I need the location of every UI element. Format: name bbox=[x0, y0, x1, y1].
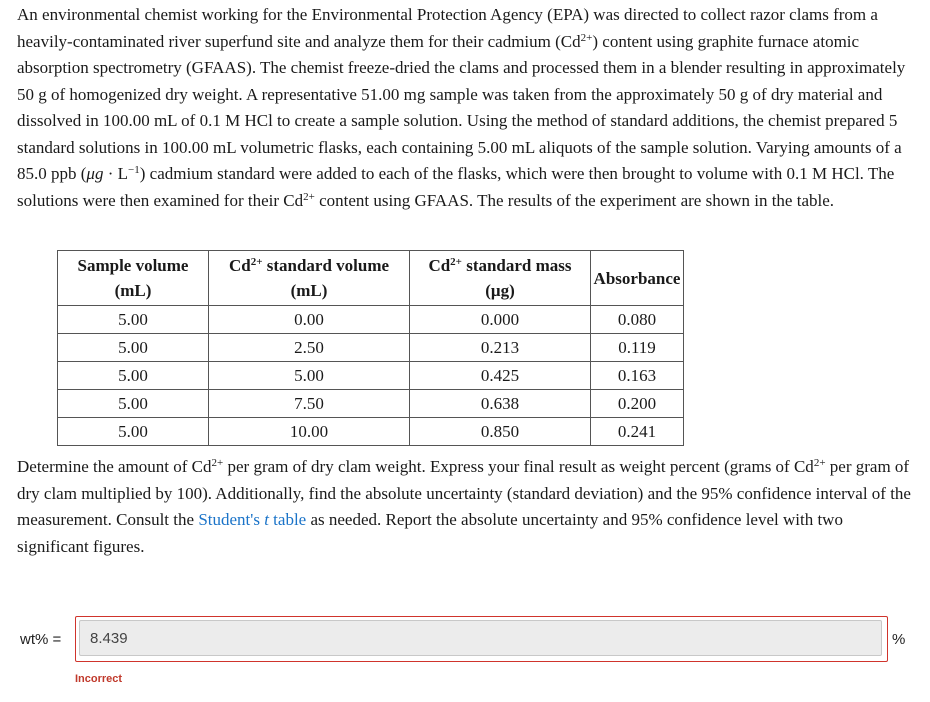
table-cell: 0.213 bbox=[410, 334, 591, 362]
table-cell: 0.000 bbox=[410, 306, 591, 334]
question-text-2: per gram of dry clam weight. Express your final result as weight percent (grams of Cd bbox=[223, 457, 814, 476]
cd-charge: 2+ bbox=[303, 190, 315, 203]
table-row bbox=[58, 334, 684, 362]
results-table bbox=[57, 250, 684, 446]
table-cell: 0.00 bbox=[209, 306, 410, 334]
cd-charge: 2+ bbox=[580, 31, 593, 44]
intro-text-4: content using GFAAS. The results of the experiment are shown in the table. bbox=[314, 190, 835, 210]
answer-field-wrapper bbox=[75, 616, 888, 662]
cd-charge: 2+ bbox=[211, 457, 224, 469]
header-sample-volume: Sample volume (mL) bbox=[58, 251, 209, 306]
table-cell: 5.00 bbox=[58, 418, 209, 446]
table-cell: 0.638 bbox=[410, 390, 591, 418]
wt-percent-input[interactable] bbox=[79, 620, 882, 656]
table-cell: 7.50 bbox=[209, 390, 410, 418]
table-row bbox=[58, 418, 684, 446]
header-absorbance: Absorbance bbox=[591, 251, 684, 306]
wt-percent-label: wt% = bbox=[20, 631, 62, 648]
table-cell: 0.163 bbox=[591, 362, 684, 390]
table-header-row bbox=[58, 251, 684, 306]
table-cell: 2.50 bbox=[209, 334, 410, 362]
table-cell: 0.200 bbox=[591, 390, 684, 418]
table-cell: 5.00 bbox=[58, 306, 209, 334]
question-text-4: as needed. Report the absolute uncertainty and 95% confidence level with two significant figures. bbox=[17, 510, 843, 556]
cd-charge: 2+ bbox=[813, 457, 826, 469]
problem-question bbox=[17, 454, 917, 560]
answer-row bbox=[0, 615, 930, 665]
intro-text-2: ) content using graphite furnace atomic absorption spectrometry (GFAAS). The chemist freeze-dried the clams and processed them in a blender resulting in approximately 50 g of homogenized dry weight. A representative 51.00 mg sample was taken from the approximately 50 g of dry material and dissolved in 100.00 mL of 0.1 M HCl to create a sample solution. Using the method of standard additions, the chemist prepared 5 standard solutions in 100.00 mL volumetric flasks, each containing 5.00 mL aliquots of the sample solution. Varying amounts of a 85.0 ppb ( bbox=[17, 31, 906, 183]
table-cell: 0.241 bbox=[591, 418, 684, 446]
table-cell: 0.425 bbox=[410, 362, 591, 390]
table-row bbox=[58, 362, 684, 390]
question-text-1: Determine the amount of Cd bbox=[17, 457, 212, 476]
table-cell: 0.080 bbox=[591, 306, 684, 334]
table-cell: 10.00 bbox=[209, 418, 410, 446]
table-cell: 0.850 bbox=[410, 418, 591, 446]
table-row bbox=[58, 390, 684, 418]
table-cell: 5.00 bbox=[58, 390, 209, 418]
status-message: Incorrect bbox=[75, 673, 123, 685]
table-cell: 5.00 bbox=[58, 334, 209, 362]
students-t-table-link[interactable]: Student's t table bbox=[198, 510, 307, 529]
unit-exponent: −1 bbox=[128, 164, 140, 176]
intro-text-3: ) cadmium standard were added to each of the flasks, which were then brought to volume with 0.1 M HCl. The solutions were then examined for their Cd bbox=[17, 164, 895, 210]
header-standard-mass: $Cd^{2+}$ standard mass (μg) bbox=[410, 251, 591, 306]
problem-intro bbox=[17, 2, 917, 214]
question-text-3: per gram of dry clam multiplied by 100). Additionally, find the absolute uncertainty (standard deviation) and the 95% confidence interval of the measurement. Consult the bbox=[17, 457, 911, 529]
unit-label: % bbox=[892, 631, 906, 648]
unit-ug: μg bbox=[86, 164, 104, 183]
table-row bbox=[58, 306, 684, 334]
table-cell: 5.00 bbox=[209, 362, 410, 390]
table-cell: 5.00 bbox=[58, 362, 209, 390]
intro-text-1: An environmental chemist working for the Environmental Protection Agency (EPA) was directed to collect razor clams from a heavily-contaminated river superfund site and analyze them for their cadmium (Cd bbox=[17, 5, 878, 51]
header-standard-volume: $Cd^{2+}$ standard volume (mL) bbox=[209, 251, 410, 306]
table-cell: 0.119 bbox=[591, 334, 684, 362]
unit-per-liter: · L bbox=[103, 164, 129, 183]
